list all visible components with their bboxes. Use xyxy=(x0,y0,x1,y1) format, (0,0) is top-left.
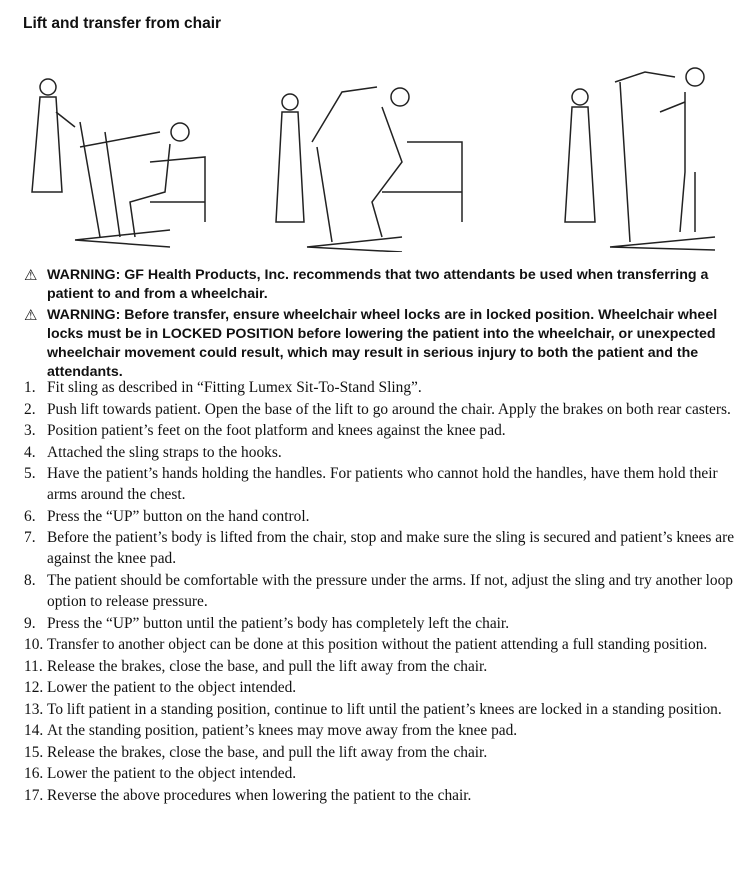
step-number: 15. xyxy=(24,743,44,761)
step-text: Before the patient’s body is lifted from the chair, stop and make sure the sling is secured and patient’s knees are against the knee pad. xyxy=(47,529,735,568)
step-text: The patient should be comfortable with the pressure under the arms. If not, adjust the sling and try another loop option to release pressure. xyxy=(47,571,733,611)
step-number: 6. xyxy=(24,507,36,525)
step-text: Release the brakes, close the base, and pull the lift away from the chair. xyxy=(47,657,488,675)
step-number: 9. xyxy=(24,614,36,632)
step-item xyxy=(0,785,735,806)
step-text: Attached the sling straps to the hooks. xyxy=(47,443,282,461)
step-number: 1. xyxy=(24,379,36,396)
step-item xyxy=(0,634,735,655)
step-text: Push lift towards patient. Open the base of the lift to go around the chair. Apply the brakes on both rear casters. xyxy=(47,400,731,418)
step-number: 16. xyxy=(24,765,44,783)
step-text: Release the brakes, close the base, and pull the lift away from the chair. xyxy=(47,743,488,761)
step-number: 14. xyxy=(24,722,44,740)
step-number: 11. xyxy=(24,657,43,675)
warning-wheel-locks xyxy=(24,306,734,382)
warning-two-attendants xyxy=(24,266,734,304)
step-number: 4. xyxy=(24,443,36,461)
step-text: Fit sling as described in “Fitting Lumex Sit-To-Stand Sling”. xyxy=(47,379,422,396)
step-number: 7. xyxy=(24,529,36,547)
step-item xyxy=(0,677,735,698)
step-text: Press the “UP” button until the patient’s body has completely left the chair. xyxy=(47,614,510,632)
step-item xyxy=(0,527,735,569)
warning-text: WARNING: GF Health Products, Inc. recommends that two attendants be used when transferring a patient to and from a wheelchair. xyxy=(47,267,709,302)
step-number: 3. xyxy=(24,422,36,439)
step-number: 8. xyxy=(24,571,36,589)
section-title: Lift and transfer from chair xyxy=(23,15,222,32)
step-item xyxy=(0,506,735,527)
step-item xyxy=(0,420,735,441)
step-item xyxy=(0,720,735,741)
step-item xyxy=(0,463,735,505)
step-item xyxy=(0,570,735,612)
steps-list xyxy=(0,377,735,806)
step-item xyxy=(0,399,735,420)
step-number: 10. xyxy=(24,636,44,654)
step-number: 12. xyxy=(24,679,44,697)
step-number: 2. xyxy=(24,400,36,418)
illustration-seated-patient xyxy=(20,52,215,252)
step-item xyxy=(0,656,735,677)
warning-triangle-icon: ⚠ xyxy=(24,307,38,324)
warning-text: WARNING: Before transfer, ensure wheelchair wheel locks are in locked position. Wheelchair wheel locks must be in LOCKED POSITION before lowering the patient into the wheelchair, or unexpected wheelchair movement could result, which may result in serious injury to both the patient and the attendants. xyxy=(47,307,718,380)
warnings xyxy=(24,266,734,384)
step-item xyxy=(0,377,735,398)
step-item xyxy=(0,442,735,463)
step-number: 5. xyxy=(24,465,36,482)
illustration-patient-standing xyxy=(555,52,725,252)
warning-triangle-icon: ⚠ xyxy=(24,267,38,284)
step-text: Lower the patient to the object intended. xyxy=(47,679,297,697)
step-text: At the standing position, patient’s knees may move away from the knee pad. xyxy=(47,722,518,740)
step-item xyxy=(0,763,735,784)
step-number: 17. xyxy=(24,786,44,804)
step-item xyxy=(0,613,735,634)
step-text: Have the patient’s hands holding the handles. For patients who cannot hold the handles, have them hold their arms around the chest. xyxy=(47,465,718,504)
step-text: Lower the patient to the object intended. xyxy=(47,765,297,783)
step-number: 13. xyxy=(24,700,44,718)
step-text: Position patient’s feet on the foot platform and knees against the knee pad. xyxy=(47,422,506,439)
step-text: Reverse the above procedures when lowering the patient to the chair. xyxy=(47,786,472,804)
step-text: Press the “UP” button on the hand control. xyxy=(47,507,310,525)
step-text: To lift patient in a standing position, continue to lift until the patient’s knees are locked in a standing position. xyxy=(47,700,722,718)
illustration-patient-lifting xyxy=(272,52,472,252)
step-item xyxy=(0,699,735,720)
step-text: Transfer to another object can be done at this position without the patient attending a full standing position. xyxy=(47,636,708,654)
step-item xyxy=(0,742,735,763)
